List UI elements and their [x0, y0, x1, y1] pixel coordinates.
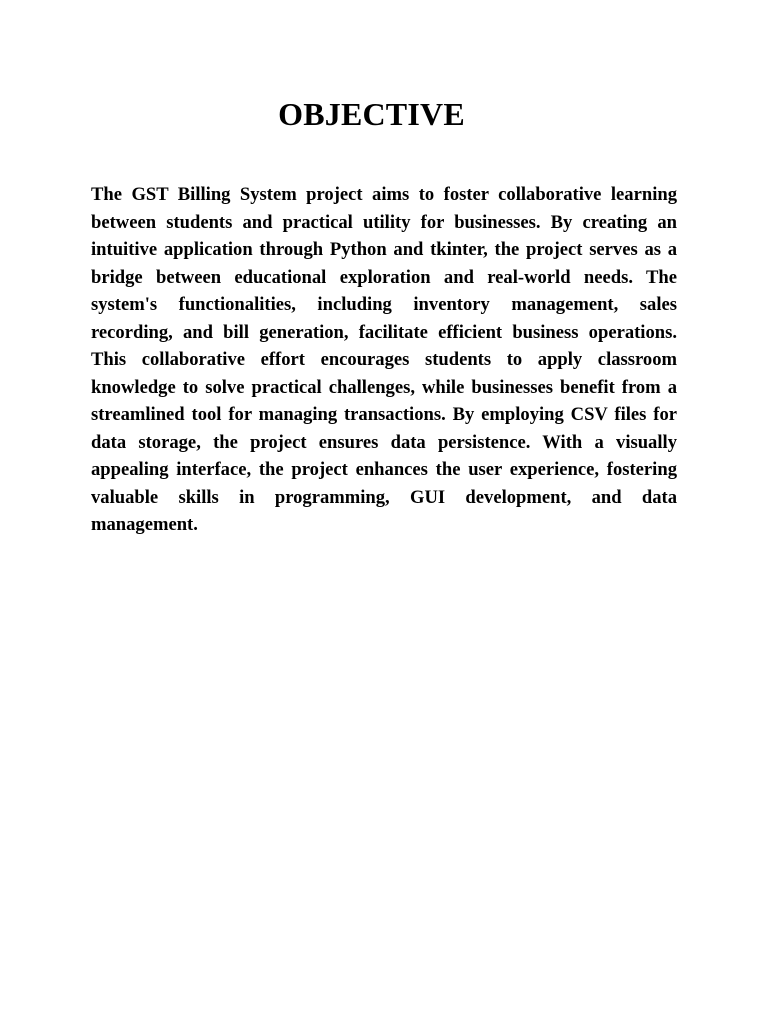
page-title: OBJECTIVE [278, 96, 465, 132]
objective-paragraph: The GST Billing System project aims to foster collaborative learning between students and practical utility for businesses. By creating an intuitive application through Python and tkinter, the project serves as a bridge between educational exploration and real-world needs. The system's functionalities, including inventory management, sales recording, and bill generation, facilitate efficient business operations. This collaborative effort encourages students to apply classroom knowledge to solve practical challenges, while businesses benefit from a streamlined tool for managing transactions. By employing CSV files for data storage, the project ensures data persistence. With a visually appealing interface, the project enhances the user experience, fostering valuable skills in programming, GUI development, and data management. [91, 184, 677, 535]
